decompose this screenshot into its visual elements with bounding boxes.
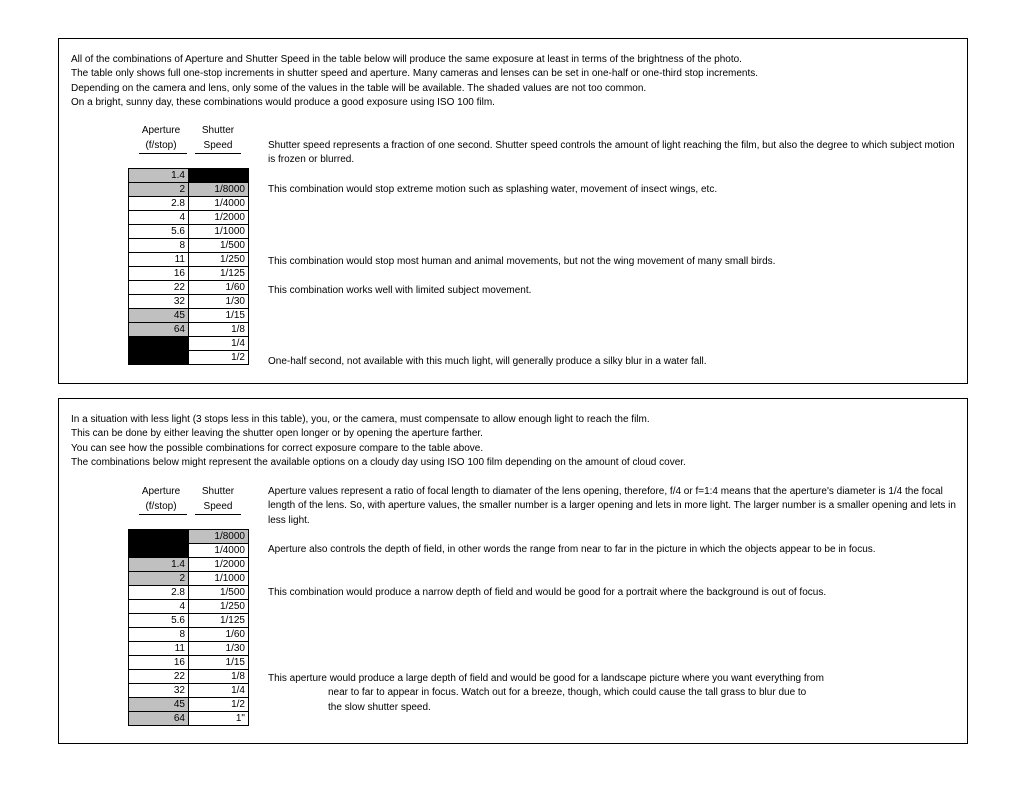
table-row <box>129 323 249 337</box>
f2-note: This combination would stop extreme motion such as splashing water, movement of insect wings, etc. <box>268 184 718 195</box>
aperture-cell: 22 <box>129 670 189 684</box>
aperture-cell <box>129 337 189 351</box>
aperture-values-note: Aperture values represent a ratio of focal length to diamater of the lens opening, therefore, f/4 or f=1:4 means that the aperture's diameter is 1/4 the focal length of the lens. So, with aperture values, the smaller number is a larger opening and lets in more light. The larger number is a smaller opening and lets in less light. <box>268 486 956 526</box>
aperture-cell: 8 <box>129 239 189 253</box>
shutter-cell: 1/8000 <box>189 183 249 197</box>
aperture-header-underline <box>139 514 187 515</box>
aperture-cell: 64 <box>129 323 189 337</box>
shutter-cell: 1/30 <box>189 295 249 309</box>
shutter-cell: 1/15 <box>189 656 249 670</box>
intro-line: You can see how the possible combinations for correct exposure compare to the table above. <box>71 442 484 454</box>
f22-note: This aperture would produce a large depth of field and would be good for a landscape picture where you want everything from near to far to appear in focus. Watch out for a breeze, though, which could cause the tall grass to blur due to the slow shutter speed. <box>268 673 824 713</box>
aperture-header: Aperture (f/stop) <box>141 125 181 151</box>
table-row <box>129 295 249 309</box>
table-row <box>129 169 249 183</box>
intro-text <box>71 413 686 471</box>
aperture-cell: 5.6 <box>129 614 189 628</box>
shutter-header: Shutter Speed <box>201 125 235 151</box>
f11-note: This combination would stop most human and animal movements, but not the wing movement of many small birds. <box>268 256 776 267</box>
shutter-cell: 1/4000 <box>189 544 249 558</box>
aperture-cell: 2 <box>129 572 189 586</box>
f28-note: This combination would produce a narrow depth of field and would be good for a portrait where the background is out of focus. <box>268 587 827 598</box>
aperture-cell: 5.6 <box>129 225 189 239</box>
shutter-cell: 1/250 <box>189 253 249 267</box>
aperture-header: Aperture (f/stop) <box>141 486 181 512</box>
aperture-cell: 45 <box>129 698 189 712</box>
table-row <box>129 558 249 572</box>
shutter-cell: 1/2000 <box>189 211 249 225</box>
shutter-cell: 1/15 <box>189 309 249 323</box>
shutter-cell: 1/8 <box>189 323 249 337</box>
aperture-cell: 2.8 <box>129 197 189 211</box>
shutter-cell: 1/60 <box>189 281 249 295</box>
table-row <box>129 309 249 323</box>
exposure-table <box>128 529 249 726</box>
table-row <box>129 239 249 253</box>
aperture-cell: 22 <box>129 281 189 295</box>
aperture-cell: 1.4 <box>129 169 189 183</box>
table-row <box>129 712 249 726</box>
shutter-header: Shutter Speed <box>201 486 235 512</box>
shutter-cell: 1/125 <box>189 267 249 281</box>
table-row <box>129 267 249 281</box>
table-row <box>129 628 249 642</box>
shutter-cell: 1/2 <box>189 351 249 365</box>
table-row <box>129 586 249 600</box>
aperture-cell: 8 <box>129 628 189 642</box>
shutter-cell: 1" <box>189 712 249 726</box>
intro-line: The table only shows full one-stop increments in shutter speed and aperture. Many cameras and lenses can be set in one-half or one-third stop increments. <box>71 68 759 80</box>
aperture-cell: 2.8 <box>129 586 189 600</box>
shutter-cell: 1/500 <box>189 239 249 253</box>
intro-line: The combinations below might represent the available options on a cloudy day using ISO 100 film depending on the amount of cloud cover. <box>71 457 686 469</box>
shutter-cell: 1/4000 <box>189 197 249 211</box>
aperture-cell <box>129 544 189 558</box>
aperture-cell: 45 <box>129 309 189 323</box>
aperture-cell: 32 <box>129 684 189 698</box>
aperture-cell: 11 <box>129 642 189 656</box>
bright-day-panel <box>58 38 968 384</box>
shutter-cell: 1/4 <box>189 337 249 351</box>
table-row <box>129 197 249 211</box>
intro-line: All of the combinations of Aperture and Shutter Speed in the table below will produce the same exposure at least in terms of the brightness of the photo. <box>71 54 742 65</box>
aperture-header-underline <box>139 153 187 154</box>
shutter-cell: 1/1000 <box>189 572 249 586</box>
table-row <box>129 656 249 670</box>
table-row <box>129 600 249 614</box>
shutter-cell: 1/8000 <box>189 530 249 544</box>
shutter-cell: 1/2 <box>189 698 249 712</box>
table-row <box>129 684 249 698</box>
shutter-cell: 1/2000 <box>189 558 249 572</box>
aperture-cell <box>129 351 189 365</box>
intro-line: This can be done by either leaving the shutter open longer or by opening the aperture farther. <box>71 428 483 440</box>
table-row <box>129 572 249 586</box>
table-row <box>129 351 249 365</box>
table-row <box>129 544 249 558</box>
shutter-header-underline <box>195 153 241 154</box>
aperture-cell: 16 <box>129 267 189 281</box>
aperture-cell: 2 <box>129 183 189 197</box>
shutter-cell: 1/1000 <box>189 225 249 239</box>
f22-note: This combination works well with limited subject movement. <box>268 285 532 296</box>
cloudy-day-panel <box>58 398 968 744</box>
aperture-cell: 11 <box>129 253 189 267</box>
depth-of-field-note: Aperture also controls the depth of field, in other words the range from near to far in the picture in which the objects appear to be in focus. <box>268 544 876 555</box>
aperture-cell: 64 <box>129 712 189 726</box>
table-row <box>129 337 249 351</box>
table-row <box>129 211 249 225</box>
aperture-cell: 16 <box>129 656 189 670</box>
table-row <box>129 614 249 628</box>
shutter-cell: 1/125 <box>189 614 249 628</box>
table-row <box>129 253 249 267</box>
shutter-cell: 1/500 <box>189 586 249 600</box>
shutter-speed-note: Shutter speed represents a fraction of one second. Shutter speed controls the amount of light reaching the film, but also the degree to which subject motion is frozen or blurred. <box>268 140 955 166</box>
intro-line: Depending on the camera and lens, only some of the values in the table will be available. The shaded values are not too common. <box>71 82 647 94</box>
table-row <box>129 698 249 712</box>
aperture-cell: 4 <box>129 211 189 225</box>
table-row <box>129 225 249 239</box>
intro-text <box>71 53 758 111</box>
exposure-table <box>128 168 249 365</box>
shutter-cell: 1/30 <box>189 642 249 656</box>
shutter-cell: 1/4 <box>189 684 249 698</box>
aperture-cell: 4 <box>129 600 189 614</box>
shutter-cell: 1/8 <box>189 670 249 684</box>
aperture-cell: 1.4 <box>129 558 189 572</box>
intro-line: On a bright, sunny day, these combinations would produce a good exposure using ISO 100 film. <box>71 97 495 109</box>
table-row <box>129 670 249 684</box>
aperture-cell: 32 <box>129 295 189 309</box>
table-row <box>129 183 249 197</box>
shutter-cell: 1/250 <box>189 600 249 614</box>
aperture-cell <box>129 530 189 544</box>
half-second-note: One-half second, not available with this much light, will generally produce a silky blur in a water fall. <box>268 356 707 367</box>
table-row <box>129 281 249 295</box>
shutter-header-underline <box>195 514 241 515</box>
shutter-cell <box>189 169 249 183</box>
intro-line: In a situation with less light (3 stops less in this table), you, or the camera, must compensate to allow enough light to reach the film. <box>71 414 650 425</box>
table-row <box>129 642 249 656</box>
table-row <box>129 530 249 544</box>
shutter-cell: 1/60 <box>189 628 249 642</box>
